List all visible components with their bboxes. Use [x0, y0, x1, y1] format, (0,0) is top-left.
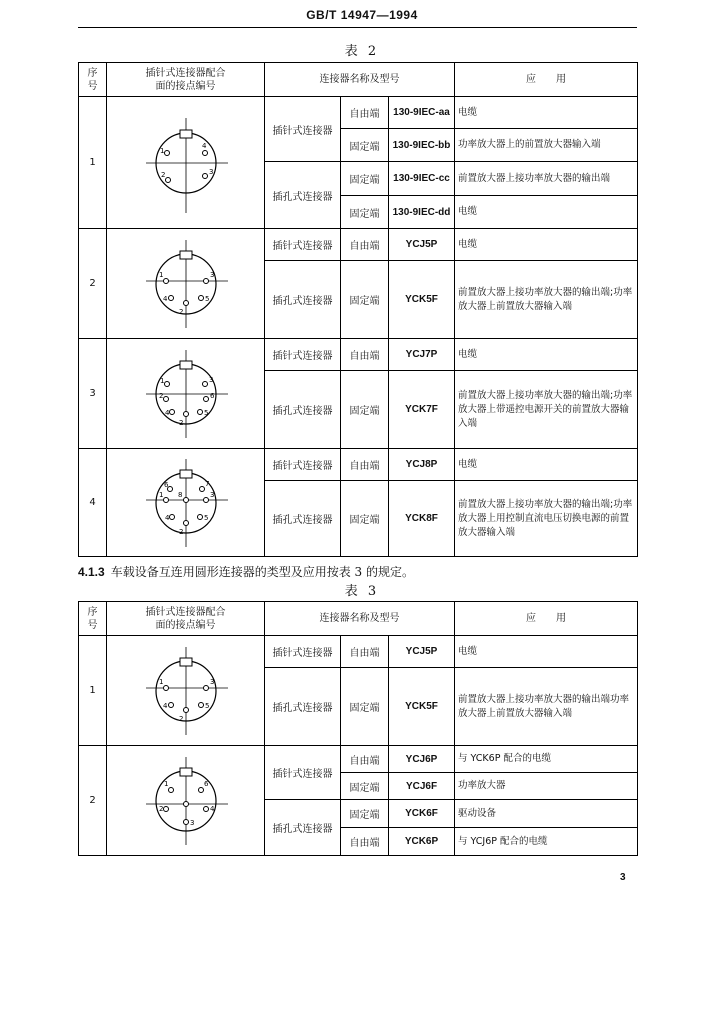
application: 电缆: [455, 449, 638, 481]
connector-end: 固定端: [341, 800, 389, 828]
connector-type: 插孔式连接器: [265, 668, 341, 746]
connector-model: YCJ5P: [389, 636, 455, 668]
connector-end: 自由端: [341, 828, 389, 856]
pin-label: 2: [158, 391, 163, 400]
connector-model: YCK6F: [389, 800, 455, 828]
row-number: 1: [79, 97, 107, 229]
connector-diagram-ycj8p: [136, 451, 236, 555]
connector-type: 插针式连接器: [265, 97, 341, 162]
connector-model: YCJ6F: [389, 773, 455, 800]
connector-end: 自由端: [341, 339, 389, 371]
table3-caption: 表 3: [344, 584, 380, 599]
connector-type: 插孔式连接器: [265, 481, 341, 557]
application: 与 YCK6P 配合的电缆: [455, 746, 638, 773]
application: 前置放大器上接功率放大器的输出端功率放大器上前置放大器输入端: [455, 668, 638, 746]
connector-end: 固定端: [341, 668, 389, 746]
connector-end: 固定端: [341, 371, 389, 449]
pin-label: 6: [203, 779, 208, 788]
connector-end: 固定端: [341, 261, 389, 339]
application: 电缆: [455, 339, 638, 371]
connector-end: 固定端: [341, 773, 389, 800]
connector-model: YCK6P: [389, 828, 455, 856]
pin-label: 2: [178, 527, 183, 536]
connector-end: 自由端: [341, 746, 389, 773]
connector-type: 插针式连接器: [265, 339, 341, 371]
header-name: 连接器名称及型号: [265, 63, 455, 97]
pin-label: 1: [158, 270, 163, 279]
pin-label: 5: [203, 408, 208, 417]
connector-model: 130-9IEC-cc: [389, 162, 455, 196]
connector-type: 插针式连接器: [265, 746, 341, 800]
connector-diagram-130-9iec: [136, 108, 236, 218]
connector-end: 固定端: [341, 129, 389, 162]
pin-label: 8: [177, 490, 182, 499]
application: 前置放大器上接功率放大器的输出端;功率放大器上用控制直流电压切换电源的前置放大器输入端: [455, 481, 638, 557]
application: 电缆: [455, 196, 638, 229]
application: 功率放大器: [455, 773, 638, 800]
row-number: 4: [79, 449, 107, 557]
connector-type: 插针式连接器: [265, 449, 341, 481]
connector-type: 插孔式连接器: [265, 371, 341, 449]
pin-label: 4: [162, 701, 167, 710]
connector-end: 自由端: [341, 229, 389, 261]
pin-label: 5: [204, 701, 209, 710]
application: 前置放大器上接功率放大器的输出端;功率放大器上带遥控电源开关的前置放大器输入端: [455, 371, 638, 449]
connector-model: 130-9IEC-dd: [389, 196, 455, 229]
header-pin: 插针式连接器配合 面的接点编号: [107, 63, 265, 97]
connector-model: YCK5F: [389, 261, 455, 339]
connector-model: YCK5F: [389, 668, 455, 746]
pin-label: 2: [160, 170, 165, 179]
application: 功率放大器上的前置放大器输入端: [455, 129, 638, 162]
connector-model: 130-9IEC-bb: [389, 129, 455, 162]
pin-diagram: [107, 449, 265, 557]
application: 与 YCJ6P 配合的电缆: [455, 828, 638, 856]
pin-label: 3: [208, 167, 213, 176]
pin-label: 3: [209, 270, 214, 279]
page-number: 3: [620, 872, 626, 883]
row-number: 1: [79, 636, 107, 746]
pin-label: 4: [209, 804, 214, 813]
application: 电缆: [455, 97, 638, 129]
pin-label: 3: [209, 490, 214, 499]
connector-type: 插针式连接器: [265, 229, 341, 261]
pin-label: 2: [178, 418, 183, 427]
clause-text: 车载设备互连用圆形连接器的类型及应用按表 3 的规定。: [110, 565, 414, 579]
header-name: 连接器名称及型号: [265, 602, 455, 636]
pin-label: 1: [159, 376, 164, 385]
table-3: [78, 601, 638, 856]
pin-label: 4: [162, 294, 167, 303]
header-seq: 序 号: [79, 602, 107, 636]
header-pin: 插针式连接器配合 面的接点编号: [107, 602, 265, 636]
clause-4-1-3: [78, 563, 638, 580]
row-number: 2: [79, 746, 107, 856]
pin-label: 1: [163, 779, 168, 788]
connector-end: 固定端: [341, 196, 389, 229]
connector-model: 130-9IEC-aa: [389, 97, 455, 129]
application: 驱动设备: [455, 800, 638, 828]
header-seq: 序 号: [79, 63, 107, 97]
header-rule: [78, 27, 637, 28]
pin-label: 3: [189, 818, 194, 827]
pin-label: 5: [203, 513, 208, 522]
connector-model: YCK7F: [389, 371, 455, 449]
connector-model: YCJ6P: [389, 746, 455, 773]
pin-label: 1: [158, 677, 163, 686]
pin-diagram: [107, 636, 265, 746]
pin-label: 7: [204, 479, 209, 488]
pin-diagram: [107, 229, 265, 339]
connector-diagram-ycj6p: [136, 749, 236, 853]
pin-label: 2: [178, 307, 183, 316]
row-number: 3: [79, 339, 107, 449]
pin-label: 1: [158, 490, 163, 499]
connector-type: 插孔式连接器: [265, 162, 341, 229]
pin-label: 4: [201, 141, 206, 150]
pin-label: 2: [158, 804, 163, 813]
connector-end: 自由端: [341, 449, 389, 481]
connector-model: YCJ8P: [389, 449, 455, 481]
pin-diagram: [107, 746, 265, 856]
connector-end: 自由端: [341, 97, 389, 129]
application: 电缆: [455, 229, 638, 261]
connector-model: YCK8F: [389, 481, 455, 557]
connector-end: 自由端: [341, 636, 389, 668]
pin-label: 5: [204, 294, 209, 303]
pin-label: 6: [163, 480, 168, 489]
connector-type: 插孔式连接器: [265, 261, 341, 339]
connector-type: 插针式连接器: [265, 636, 341, 668]
pin-label: 1: [159, 146, 164, 155]
connector-diagram-ycj5p: [136, 639, 236, 743]
connector-end: 固定端: [341, 162, 389, 196]
document-header: GB/T 14947—1994: [306, 8, 418, 22]
application: 电缆: [455, 636, 638, 668]
header-app: 应 用: [455, 63, 638, 97]
connector-type: 插孔式连接器: [265, 800, 341, 856]
row-number: 2: [79, 229, 107, 339]
pin-label: 4: [164, 408, 169, 417]
pin-label: 4: [164, 513, 169, 522]
application: 前置放大器上接功率放大器的输出端: [455, 162, 638, 196]
connector-end: 固定端: [341, 481, 389, 557]
connector-model: YCJ7P: [389, 339, 455, 371]
pin-diagram: [107, 97, 265, 229]
header-app: 应 用: [455, 602, 638, 636]
clause-number: 4.1.3: [78, 565, 105, 579]
application: 前置放大器上接功率放大器的输出端;功率放大器上前置放大器输入端: [455, 261, 638, 339]
pin-label: 6: [209, 391, 214, 400]
connector-model: YCJ5P: [389, 229, 455, 261]
pin-label: 3: [208, 375, 213, 384]
connector-diagram-ycj7p: [136, 342, 236, 446]
table-2: [78, 62, 638, 557]
table2-caption: 表 2: [344, 44, 380, 59]
pin-diagram: [107, 339, 265, 449]
connector-diagram-ycj5p: [136, 232, 236, 336]
pin-label: 2: [178, 714, 183, 723]
pin-label: 3: [209, 677, 214, 686]
